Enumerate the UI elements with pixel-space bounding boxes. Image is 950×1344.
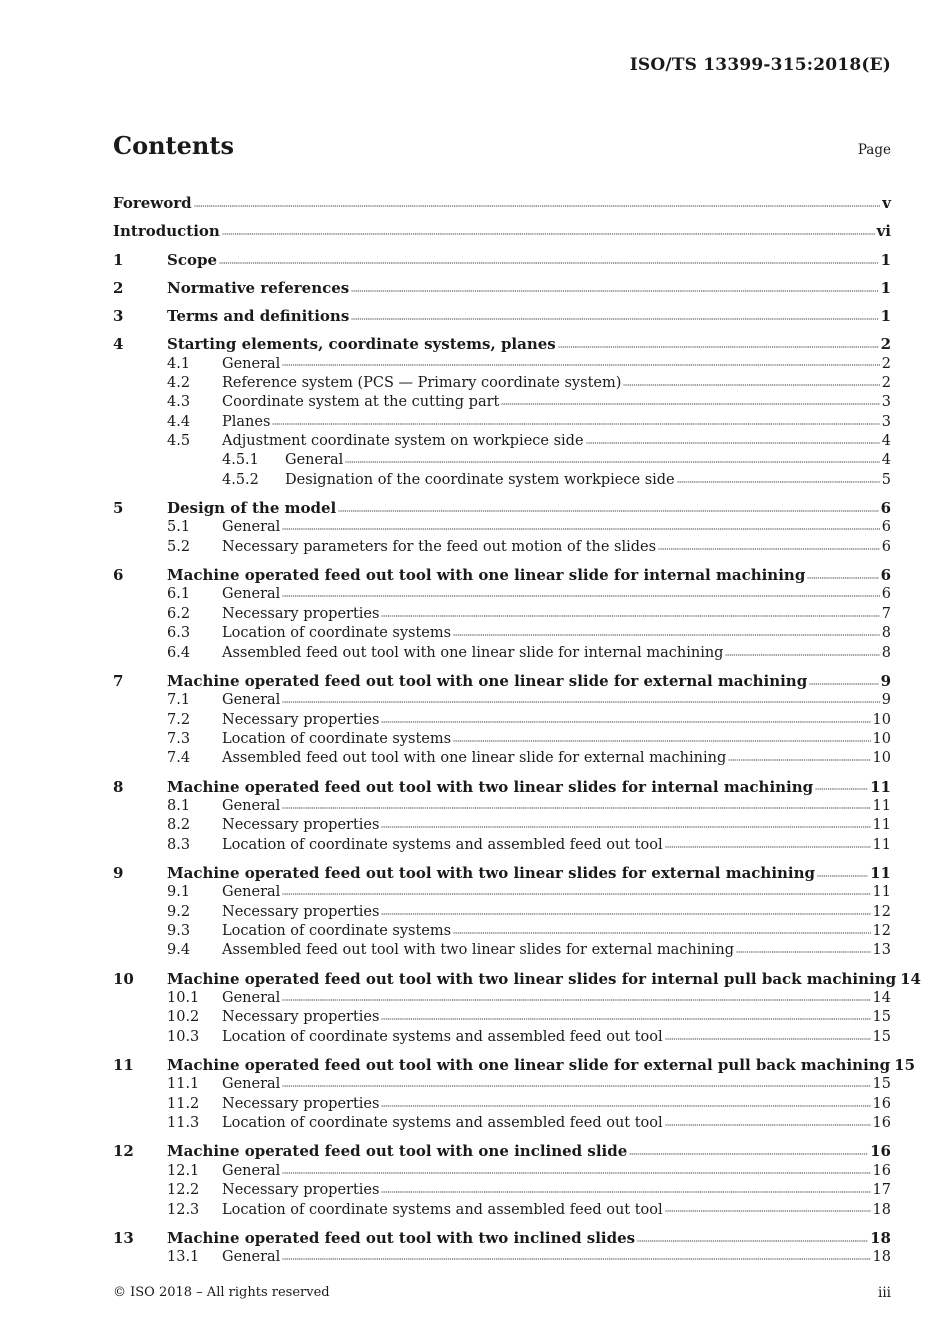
toc-section-number: 11 <box>113 1056 134 1074</box>
toc-leader-dots <box>817 874 868 878</box>
toc-title: General <box>222 1249 281 1266</box>
toc-title: Location of coordinate systems <box>222 923 452 940</box>
toc-entry[interactable] <box>113 836 891 855</box>
toc-leader-dots <box>381 1017 870 1021</box>
toc-page-number: 18 <box>872 1249 891 1266</box>
toc-page-number: 14 <box>900 969 921 988</box>
toc-section-number: 6 <box>113 566 124 585</box>
toc-title: Terms and definitions <box>167 306 350 325</box>
toc-entry[interactable] <box>113 1229 891 1248</box>
toc-title: Necessary properties <box>222 1095 380 1112</box>
toc-entry[interactable] <box>113 222 891 241</box>
toc-entry[interactable] <box>113 374 891 393</box>
toc-leader-dots <box>665 1210 871 1214</box>
toc-section-number: 6.2 <box>167 605 191 622</box>
toc-page-number: 15 <box>894 1056 916 1074</box>
toc-page-number: vi <box>876 222 891 241</box>
toc-leader-dots <box>665 1123 871 1127</box>
toc-entry[interactable] <box>113 1201 891 1220</box>
toc-title: Machine operated feed out tool with two inclined slides <box>167 1228 636 1247</box>
toc-section-number: 11.2 <box>167 1095 200 1112</box>
toc-entry[interactable] <box>113 605 891 624</box>
toc-leader-dots <box>453 739 870 743</box>
toc-leader-dots <box>381 720 870 724</box>
toc-page-number: 15 <box>872 1076 891 1093</box>
toc-section-number: 4.2 <box>167 374 191 391</box>
toc-page-number: 11 <box>872 797 891 814</box>
toc-page-number: 17 <box>872 1182 891 1199</box>
toc-leader-dots <box>501 402 879 406</box>
toc-section-number: 7.1 <box>167 692 191 709</box>
toc-page-number: 8 <box>881 625 891 642</box>
toc-page-number: 16 <box>870 1142 891 1161</box>
toc-page-number: 10 <box>872 711 891 728</box>
toc-entry[interactable] <box>113 538 891 557</box>
toc-page-number: v <box>882 194 891 212</box>
toc-section-number: 9.3 <box>167 923 191 940</box>
toc-entry[interactable] <box>113 778 891 797</box>
toc-leader-dots <box>677 480 880 484</box>
toc-entry[interactable] <box>113 1181 891 1200</box>
contents-heading: Contents <box>113 131 234 160</box>
toc-leader-dots <box>623 383 879 387</box>
toc-section-number: 7 <box>113 671 124 690</box>
toc-title: General <box>222 990 281 1007</box>
toc-page-number: 2 <box>880 335 891 354</box>
toc-title: Location of coordinate systems and assembled feed out tool <box>222 1201 663 1218</box>
toc-entry[interactable] <box>113 883 891 902</box>
toc-section-number: 4.5 <box>167 433 191 450</box>
toc-leader-dots <box>807 576 878 580</box>
toc-section-number: 11.1 <box>167 1076 200 1093</box>
toc-page-number: 4 <box>881 452 891 469</box>
toc-entry[interactable] <box>113 1095 891 1114</box>
table-of-contents <box>113 185 921 1268</box>
toc-leader-dots <box>338 509 878 513</box>
toc-page-number: 1 <box>880 278 891 297</box>
toc-title: Necessary properties <box>222 817 380 834</box>
toc-entry[interactable] <box>113 922 891 941</box>
toc-title: Necessary parameters for the feed out motion of the slides <box>222 538 657 555</box>
toc-page-number: 18 <box>870 1228 891 1247</box>
toc-leader-dots <box>381 912 870 916</box>
toc-title: General <box>222 884 281 901</box>
toc-title: Designation of the coordinate system workpiece side <box>285 471 675 488</box>
toc-page-number: 6 <box>881 519 891 536</box>
toc-section-number: 7.2 <box>167 711 191 728</box>
toc-page-number: 16 <box>872 1162 891 1179</box>
toc-entry[interactable] <box>113 1114 891 1133</box>
toc-entry[interactable] <box>113 816 891 835</box>
toc-title: Machine operated feed out tool with two linear slides for external machining <box>167 863 816 882</box>
toc-section-number: 9.4 <box>167 942 191 959</box>
page-number: iii <box>878 1285 891 1301</box>
toc-leader-dots <box>222 232 875 236</box>
toc-section-number: 7.4 <box>167 750 191 767</box>
toc-section-number: 4.5.1 <box>222 452 259 469</box>
toc-section-number: 12.3 <box>167 1201 200 1218</box>
toc-section-number: 4.4 <box>167 413 191 430</box>
toc-title: Location of coordinate systems and assembled feed out tool <box>222 836 663 853</box>
toc-section-number: 6.1 <box>167 586 191 603</box>
toc-title: Location of coordinate systems and assembled feed out tool <box>222 1115 663 1132</box>
toc-title: General <box>222 692 281 709</box>
toc-title: Coordinate system at the cutting part <box>222 394 500 411</box>
toc-page-number: 15 <box>872 1028 891 1045</box>
toc-leader-dots <box>219 261 879 265</box>
toc-title: Necessary properties <box>222 605 380 622</box>
toc-leader-dots <box>351 289 878 293</box>
toc-title: General <box>222 797 281 814</box>
toc-entry[interactable] <box>113 499 891 518</box>
toc-page-number: 8 <box>881 644 891 661</box>
toc-section-number: 8 <box>113 777 124 796</box>
toc-leader-dots <box>586 441 880 445</box>
toc-section-number: 8.2 <box>167 817 191 834</box>
toc-leader-dots <box>381 614 879 618</box>
toc-entry[interactable] <box>113 969 921 989</box>
toc-title: Normative references <box>167 278 350 297</box>
toc-page-number: 6 <box>880 566 891 585</box>
toc-leader-dots <box>728 758 870 762</box>
toc-leader-dots <box>282 892 870 896</box>
toc-leader-dots <box>282 364 879 368</box>
toc-entry[interactable] <box>113 691 891 710</box>
toc-page-number: 6 <box>880 499 891 518</box>
toc-page-number: 15 <box>872 1009 891 1026</box>
toc-section-number: 12.1 <box>167 1162 200 1179</box>
toc-title: General <box>222 519 281 536</box>
toc-entry[interactable] <box>113 355 891 374</box>
toc-page-number: 11 <box>872 817 891 834</box>
toc-leader-dots <box>637 1239 868 1243</box>
toc-page-number: 13 <box>872 942 891 959</box>
toc-title: Reference system (PCS — Primary coordinate system) <box>222 374 622 391</box>
toc-title: Foreword <box>113 194 192 212</box>
toc-title: Machine operated feed out tool with one linear slide for external machining <box>167 671 808 690</box>
toc-title: Location of coordinate systems <box>222 730 452 747</box>
toc-leader-dots <box>809 682 878 686</box>
toc-page-number: 12 <box>872 903 891 920</box>
toc-section-number: 5.1 <box>167 519 191 536</box>
toc-entry[interactable] <box>113 307 891 326</box>
toc-leader-dots <box>658 547 880 551</box>
toc-section-number: 6.4 <box>167 644 191 661</box>
toc-page-number: 2 <box>881 355 891 372</box>
toc-leader-dots <box>345 460 879 464</box>
toc-leader-dots <box>282 527 879 531</box>
toc-entry[interactable] <box>113 335 891 354</box>
toc-entry[interactable] <box>113 749 891 768</box>
toc-title: Introduction <box>113 222 220 241</box>
toc-section-number: 6.3 <box>167 625 191 642</box>
toc-entry[interactable] <box>113 864 891 883</box>
toc-page-number: 4 <box>881 433 891 450</box>
toc-title: General <box>222 1162 281 1179</box>
toc-section-number: 1 <box>113 250 124 269</box>
toc-title: Assembled feed out tool with one linear slide for internal machining <box>222 644 724 661</box>
toc-entry[interactable] <box>113 644 891 663</box>
toc-page-number: 16 <box>872 1115 891 1132</box>
toc-section-number: 9 <box>113 863 124 882</box>
toc-section-number: 10.2 <box>167 1009 200 1026</box>
toc-section-number: 4.3 <box>167 394 191 411</box>
toc-title: Location of coordinate systems and assembled feed out tool <box>222 1028 663 1045</box>
toc-leader-dots <box>351 317 878 321</box>
toc-leader-dots <box>629 1152 868 1156</box>
toc-page-number: 11 <box>872 836 891 853</box>
toc-page-number: 3 <box>881 394 891 411</box>
toc-entry[interactable] <box>113 797 891 816</box>
toc-leader-dots <box>282 700 879 704</box>
toc-section-number: 10 <box>113 969 134 988</box>
toc-leader-dots <box>282 998 870 1002</box>
toc-leader-dots <box>381 1190 870 1194</box>
toc-title: Planes <box>222 413 271 430</box>
toc-title: Design of the model <box>167 499 337 518</box>
toc-leader-dots <box>725 653 879 657</box>
copyright-notice: © ISO 2018 – All rights reserved <box>113 1285 330 1300</box>
toc-section-number: 9.1 <box>167 884 191 901</box>
toc-leader-dots <box>272 422 879 426</box>
document-id: ISO/TS 13399-315:2018(E) <box>629 55 891 75</box>
toc-section-number: 10.1 <box>167 990 200 1007</box>
toc-section-number: 4.5.2 <box>222 471 259 488</box>
toc-leader-dots <box>282 594 879 598</box>
toc-title: Location of coordinate systems <box>222 625 452 642</box>
toc-page-number: 2 <box>881 374 891 391</box>
toc-page-number: 16 <box>872 1095 891 1112</box>
toc-title: Necessary properties <box>222 1009 380 1026</box>
toc-page-number: 5 <box>881 471 891 488</box>
toc-entry[interactable] <box>113 432 891 451</box>
toc-section-number: 11.3 <box>167 1115 200 1132</box>
toc-section-number: 5.2 <box>167 538 191 555</box>
toc-entry[interactable] <box>113 1028 891 1047</box>
toc-entry[interactable] <box>113 518 891 537</box>
toc-entry[interactable] <box>113 941 891 960</box>
toc-leader-dots <box>381 1104 870 1108</box>
toc-title: Necessary properties <box>222 903 380 920</box>
toc-entry[interactable] <box>113 1056 916 1075</box>
toc-leader-dots <box>665 845 871 849</box>
toc-page-number: 7 <box>881 605 891 622</box>
toc-leader-dots <box>282 1257 870 1261</box>
toc-entry[interactable] <box>113 711 891 730</box>
toc-title: Assembled feed out tool with one linear slide for external machining <box>222 750 727 767</box>
toc-entry[interactable] <box>113 566 891 585</box>
toc-entry[interactable] <box>113 451 891 470</box>
toc-page-number: 11 <box>872 884 891 901</box>
toc-entry[interactable] <box>113 1142 891 1161</box>
toc-title: Assembled feed out tool with two linear slides for external machining <box>222 942 734 959</box>
toc-page-number: 18 <box>872 1201 891 1218</box>
toc-section-number: 2 <box>113 278 124 297</box>
toc-page-number: 6 <box>881 538 891 555</box>
toc-page-number: 10 <box>872 750 891 767</box>
toc-leader-dots <box>381 825 870 829</box>
toc-section-number: 9.2 <box>167 903 191 920</box>
toc-section-number: 4.1 <box>167 355 191 372</box>
toc-section-number: 13.1 <box>167 1249 200 1266</box>
toc-section-number: 3 <box>113 306 124 325</box>
toc-page-number: 1 <box>880 306 891 325</box>
toc-title: Necessary properties <box>222 711 380 728</box>
toc-entry[interactable] <box>113 903 891 922</box>
toc-title: Starting elements, coordinate systems, planes <box>167 335 556 354</box>
toc-page-number: 9 <box>881 692 891 709</box>
toc-title: Adjustment coordinate system on workpiece side <box>222 433 584 450</box>
toc-section-number: 8.3 <box>167 836 191 853</box>
toc-section-number: 4 <box>113 335 124 354</box>
toc-title: Scope <box>167 250 218 269</box>
toc-entry[interactable] <box>113 279 891 298</box>
toc-title: General <box>222 1076 281 1093</box>
toc-entry[interactable] <box>113 989 891 1008</box>
toc-title: Machine operated feed out tool with one linear slide for internal machining <box>167 566 806 585</box>
toc-section-number: 5 <box>113 499 124 518</box>
toc-title: General <box>285 452 344 469</box>
toc-page-number: 12 <box>872 923 891 940</box>
toc-entry[interactable] <box>113 471 891 490</box>
toc-leader-dots <box>453 633 880 637</box>
toc-title: General <box>222 355 281 372</box>
toc-title: Machine operated feed out tool with one linear slide for external pull back machining <box>167 1056 891 1074</box>
toc-leader-dots <box>194 204 881 208</box>
toc-entry[interactable] <box>113 1008 891 1027</box>
toc-section-number: 7.3 <box>167 730 191 747</box>
toc-title: Necessary properties <box>222 1182 380 1199</box>
toc-page-number: 10 <box>872 730 891 747</box>
toc-entry[interactable] <box>113 730 891 749</box>
toc-leader-dots <box>453 931 870 935</box>
toc-section-number: 13 <box>113 1228 134 1247</box>
toc-title: Machine operated feed out tool with two linear slides for internal machining <box>167 777 814 796</box>
page-column-label: Page <box>857 142 891 158</box>
toc-leader-dots <box>665 1037 871 1041</box>
toc-entry[interactable] <box>113 672 891 691</box>
toc-page-number: 3 <box>881 413 891 430</box>
toc-title: General <box>222 586 281 603</box>
toc-leader-dots <box>736 950 871 954</box>
toc-title: Machine operated feed out tool with one inclined slide <box>167 1142 628 1161</box>
toc-title: Machine operated feed out tool with two linear slides for internal pull back machining <box>167 969 897 988</box>
toc-page-number: 11 <box>870 777 891 796</box>
toc-page-number: 11 <box>870 863 891 882</box>
toc-entry[interactable] <box>113 1075 891 1094</box>
toc-entry[interactable] <box>113 624 891 643</box>
toc-entry[interactable] <box>113 393 891 412</box>
toc-page-number: 14 <box>872 990 891 1007</box>
toc-entry[interactable] <box>113 194 891 213</box>
toc-page-number: 1 <box>880 250 891 269</box>
toc-leader-dots <box>558 345 879 349</box>
toc-entry[interactable] <box>113 413 891 432</box>
toc-section-number: 12 <box>113 1142 134 1161</box>
toc-section-number: 12.2 <box>167 1182 200 1199</box>
toc-section-number: 10.3 <box>167 1028 200 1045</box>
toc-entry[interactable] <box>113 251 891 270</box>
toc-leader-dots <box>282 1171 870 1175</box>
toc-entry[interactable] <box>113 585 891 604</box>
toc-section-number: 8.1 <box>167 797 191 814</box>
toc-leader-dots <box>282 1084 870 1088</box>
toc-entry[interactable] <box>113 1248 891 1267</box>
toc-leader-dots <box>282 806 870 810</box>
toc-page-number: 9 <box>880 671 891 690</box>
toc-page-number: 6 <box>881 586 891 603</box>
toc-leader-dots <box>815 788 868 792</box>
toc-entry[interactable] <box>113 1162 891 1181</box>
